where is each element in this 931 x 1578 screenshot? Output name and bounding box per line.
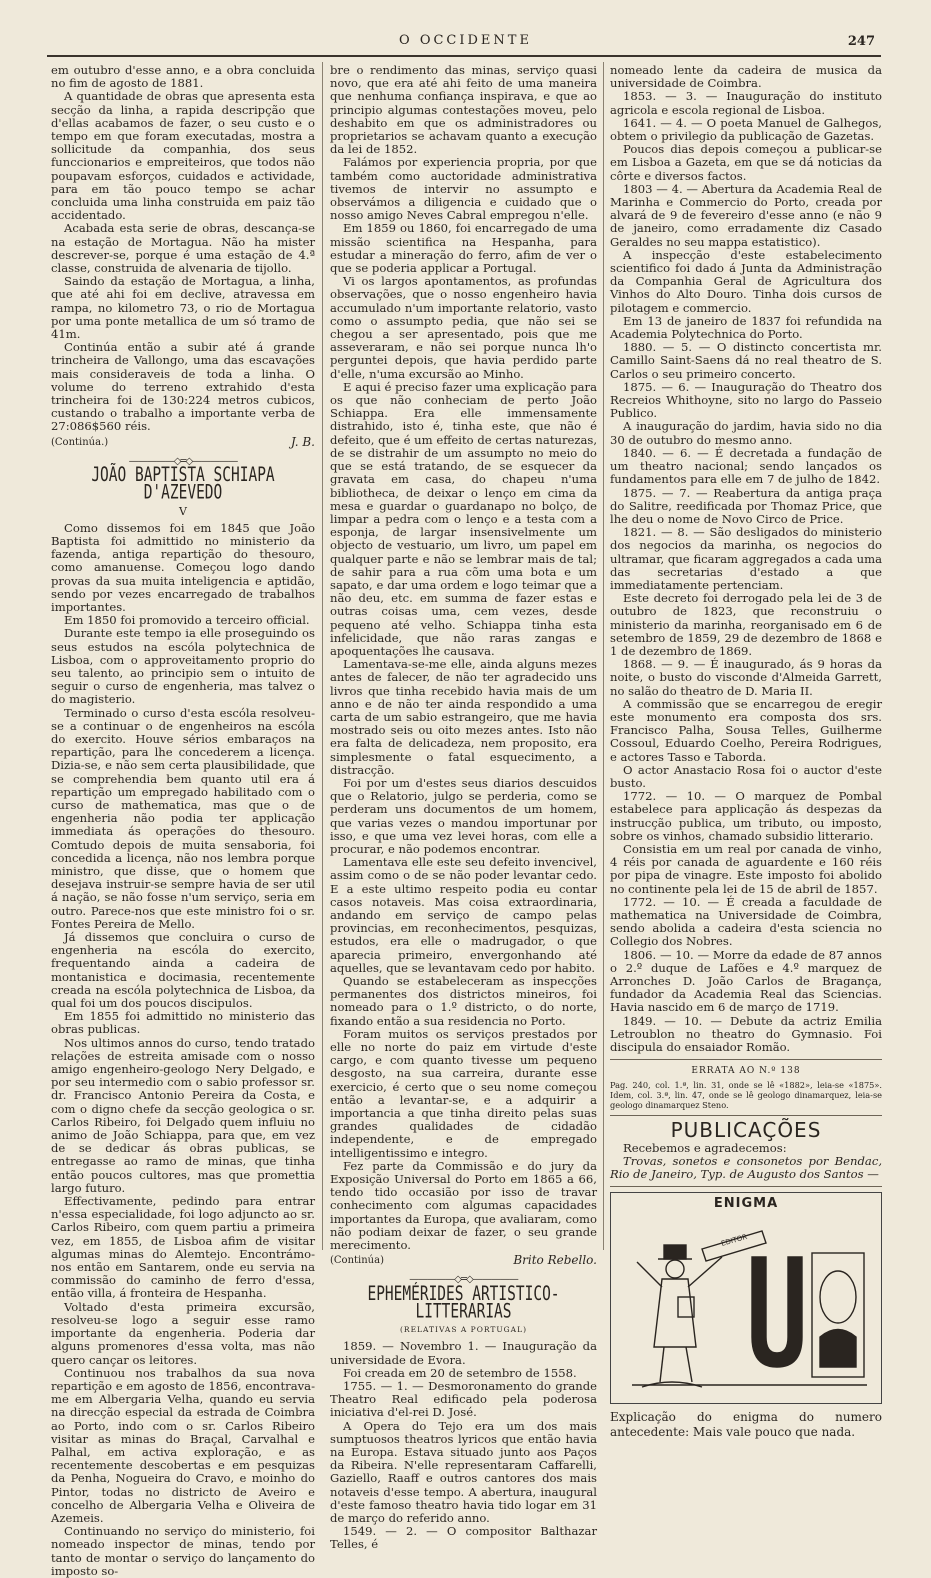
article-signature <box>330 1254 597 1267</box>
paragraph: E aqui é preciso fazer uma explicação para os que não conheciam de perto João Schiappa. Era elle immensamente distrahido, isto é, tinha este, que não é defeito, que é um effeito de certas naturezas, de se distrahir de um assumpto no meio do que se está tratando, de se esquecer da gravata em casa, do chapeu n'uma bibliotheca, de deixar o lenço em cima da mesa e guardar o guardanapo no bolço, de limpar a pedra com o lenço e a testa com a esponja, de largar insensivelmente um objecto de vestuario, um livro, um papel em qualquer parte e não se lembrar mais de tal; de sahir para a rua cõm uma bota e um sapato, e dar uma ordem e logo teimar que a não deu, etc. em summa de fazer estas e outras coisas uma, cem vezes, desde pequeno até velho. Schiappa tinha esta infelicidade, que não raras zangas e apoquentações lhe causava. <box>330 379 597 658</box>
paragraph: Consistia em um real por canada de vinho, 4 réis por canada de aguardente e 160 réis por pipa de vinagre. Este imposto foi abolido no continente pela lei de 15 de abril de 1857. <box>610 841 882 896</box>
paragraph: Vi os largos apontamentos, as profundas observações, que o nosso engenheiro havia accumulado n'um importante relatorio, vasto como o assumpto pedia, que não sei se chegou a ser apresentado, pois que me asseveraram, e não sei porque nunca lh'o perguntei depois, que havia perdido parte d'elle, n'uma excursão ao Minho. <box>330 274 597 381</box>
paragraph: 1859. — Novembro 1. — Inauguração da universidade de Evora. <box>330 1339 597 1367</box>
column-1 <box>51 63 315 1578</box>
errata-title: ERRATA AO N.º 138 <box>691 1066 801 1077</box>
paragraph: Foi creada em 20 de setembro de 1558. <box>343 1365 577 1380</box>
paragraph: Quando se estabeleceram as inspecções permanentes dos districtos mineiros, foi nomeado para o 1.º districto, o do norte, fixando então a sua residencia no Porto. <box>330 974 597 1028</box>
paragraph: Este decreto foi derrogado pela lei de 3 de outubro de 1823, que reconstruiu o ministerio da marinha, reorganisado em 6 de setembro de 1859, 29 de dezembro de 1868 e 1 de dezembro de 1869. <box>610 591 882 658</box>
paragraph: Terminado o curso d'esta escóla resolveu-se a continuar o de engenheiros na escóla do exercito. Houve sérios embaraços na repartição, para lhe concederem a licença. Dizia-se, e não sem certa plausibilidade, que se comprehendia bem quanto util era á repartição um empregado habilitado com o curso de mathematica, mas que o de engenheria não podia ter applicação immediata ás operações do thesouro. Comtudo depois de muita sensaboria, foi concedida a licença, não nos lembra porque ministro, que disse, que o homem que desejava instruir-se sempre havia de ser util á nação, se não fosse n'um serviço, seria em outro. Parece-nos que este ministro foi o sr. Fontes Pereira de Mello. <box>51 705 315 931</box>
paragraph: Em 1850 foi promovido a terceiro official. <box>64 613 310 628</box>
ornament-divider: —————◇═◇————— <box>409 1274 518 1286</box>
section-title: EPHEMÉRIDES ARTISTICO-LITTERARIAS <box>367 1283 560 1323</box>
paragraph: A commissão que se encarregou de eregir este monumento era composta dos srs. Francisco Palha, Sousa Telles, Guilherme Cossoul, Eduardo Coelho, Pereira Rodrigues, e actores Tasso e Taborda. <box>610 696 882 764</box>
paragraph: 1755. — 1. — Desmoronamento do grande Theatro Real edificado pela poderosa iniciativa d'el-rei D. José. <box>330 1378 597 1420</box>
paragraph: Continúa então a subir até á grande trincheira de Vallongo, uma das escavações mais consideraveis de toda a linha. O volume do terreno extrahido d'esta trincheira foi de 130:224 metros cubicos, custando o trabalho a importante verba de 27:086$560 réis. <box>51 340 315 434</box>
paragraph: 1772. — 10. — O marquez de Pombal estabelece para applicação ás despezas da instrucção publica, um tributo, ou imposto, sobre os vinhos, chamado subsidio litterario. <box>610 789 882 843</box>
paragraph: Lamentava-se-me elle, ainda alguns mezes antes de falecer, de não ter agradecido uns livros que tinha recebido havia mais de um anno e de não ter ainda respondido a uma carta de um sabio estrangeiro, que me havia mostrado seis ou oito mezes antes. Isto não era falta de delicadeza, nem proposito, era simplesmente o fatal esquecimento, a distracção. <box>330 657 597 777</box>
paragraph: 1641. — 4. — O poeta Manuel de Galhegos, obtem o privilegio da publicação de Gazetas. <box>610 115 882 144</box>
article-signature <box>51 436 315 449</box>
publications-entry: Trovas, sonetos e consonetos por Bendac, Rio de Janeiro, Typ. de Augusto dos Santos — <box>610 1153 882 1182</box>
paragraph: Em 1859 ou 1860, foi encarregado de uma missão scientifica na Hespanha, para estudar a mineração do ferro, afim de ver o que se poderia applicar a Portugal. <box>330 221 597 276</box>
paragraph: 1875. — 6. — Inauguração do Theatro dos Recreios Whithoyne, sito no largo do Passeio Publico. <box>610 379 882 421</box>
divider <box>610 1115 882 1116</box>
paragraph: A Opera do Tejo era um dos mais sumptuosos theatros lyricos que então havia na Europa. Estava situado junto aos Paços da Ribeira. N'elle representaram Caffarelli, Gaziello, Raaff e outros cantores dos mais notaveis d'esse tempo. A abertura, inaugural d'este famoso theatro havia tido logar em 31 de março do referido anno. <box>330 1418 597 1525</box>
paragraph: Foram muitos os serviços prestados por elle no norte do paiz em virtude d'este cargo, e com quanto tivesse um pequeno desgosto, na sua carreira, durante esse exercicio, é certo que o seu nome começou então a levantar-se, e a adquirir a importancia a que tinha direito pelas suas grandes qualidades de cidadão independente, e de empregado intelligentissimo e integro. <box>330 1026 597 1160</box>
paragraph: Saindo da estação de Mortagua, a linha, que até ahi foi em declive, atravessa em rampa, no kilometro 73, o rio de Mortagua por uma ponte metallica de um só tramo de 41m. <box>51 274 315 342</box>
enigma-badge-label: EDITOR <box>720 1233 749 1249</box>
paragraph: A inauguração do jardim, havia sido no dia 30 de outubro do mesmo anno. <box>610 419 882 447</box>
paragraph: 1853. — 3. — Inauguração do instituto agricola e escola regional de Lisboa. <box>610 89 882 117</box>
section-subtitle: (RELATIVAS A PORTUGAL) <box>400 1325 527 1335</box>
column-rule-1 <box>322 62 323 1250</box>
column-2 <box>330 63 597 1552</box>
paragraph: Em 13 de janeiro de 1837 foi refundida na Academia Polytechnica do Porto. <box>610 313 882 342</box>
paragraph: Continuou nos trabalhos da sua nova repartição e em agosto de 1856, encontrava-me em Albergaria Velha, quando eu servia na direcção especial da estrada de Coimbra ao Porto, indo com o sr. Carlos Ribeiro visitar as minas do Braçal, Carvalhal e Palhal, em activa exploração, e as recentemente descobertas e em pesquizas da Penha, Nogueira do Cravo, e moinho do Pintor, todas no districto de Aveiro e concelho de Albergaria Velha e Oliveira de Azemeis. <box>51 1365 315 1525</box>
chapter-number: V <box>179 504 187 518</box>
paragraph: Nos ultimos annos do curso, tendo tratado relações de estreita amisade com o nosso amigo engenheiro-geologo Nery Delgado, e por seu intermedio com o sabio professor sr. dr. Francisco Antonio Pereira da Costa, e com o digno chefe da secção geologica o sr. Carlos Ribeiro, foi Delgado quem influiu no animo de João Schiappa, para que, em vez de se dedicar ás obras publicas, se entregasse ao ramo de minas, que tinha então poucos cultores, mas que promettia largo futuro. <box>51 1035 315 1195</box>
paragraph: Lamentava elle este seu defeito invencivel, assim como o de se não poder levantar cedo. E a este ultimo respeito podia eu contar casos notaveis. Mas coisa extraordinaria, andando em serviço de campo pelas provincias, em reconhecimentos, pesquizas, estudos, era elle o madrugador, o que aparecia primeiro, envergonhando até aquelles, que se levantavam cedo por habito. <box>330 855 597 975</box>
paragraph: Continuando no serviço do ministerio, foi nomeado inspector de minas, tendo por tanto de montar o serviço do lançamento do imposto so- <box>51 1524 315 1578</box>
continua-note: (Continúa) <box>330 1255 384 1267</box>
paragraph: Effectivamente, pedindo para entrar n'essa especialidade, foi logo adjuncto ao sr. Carlos Ribeiro, com quem partiu a primeira vez, em 1855, de Lisboa afim de visitar algumas minas do Alemtejo. Encontrámo-nos então em Santarem, onde eu servia na commissão do caminho de ferro d'essa, então villa, á fronteira de Hespanha. <box>51 1194 315 1301</box>
paragraph: nomeado lente da cadeira de musica da universidade de Coimbra. <box>610 63 882 91</box>
article-title: JOÃO BAPTISTA SCHIAPA D'AZEVEDO <box>91 464 275 505</box>
enigma-answer: Explicação do enigma do numero antecedente: Mais vale pouco que nada. <box>610 1410 882 1440</box>
paragraph: Falámos por experiencia propria, por que também como auctoridade administrativa tivemos de intervir no assumpto e observámos a diligencia e cuidado que o nosso amigo Neves Cabral empregou n'elle. <box>330 155 597 223</box>
paragraph: Voltado d'esta primeira excursão, resolveu-se logo a seguir esse ramo importante da engenheria. Poderia dar alguns promenores d'essa volta, mas não quero cançar os leitores. <box>51 1299 315 1367</box>
enigma-drawing <box>612 1217 882 1397</box>
paragraph: 1840. — 6. — É decretada a fundação de um theatro nacional; sendo lançados os fundamentos para elle em 7 de julho de 1842. <box>610 445 882 487</box>
paragraph: Foi por um d'estes seus diarios descuidos que o Relatorio, julgo se perderia, como se perderam uns documentos de um homem, que varias vezes o mandou importunar por isso, e que uma vez levei horas, com elle a procurar, e não podemos encontrar. <box>330 775 597 856</box>
paragraph: 1849. — 10. — Debute da actriz Emilia Letroublon no theatro do Gymnasio. Foi discipula do ensaiador Romão. <box>610 1013 882 1055</box>
errata-text: Pag. 240, col. 1.ª, lin. 31, onde se lê «1882», leia-se «1875». Idem, col. 3.ª, lin. 47, onde se lê geologo dinamarquez, leia-se geologo dinamarquez Steno. <box>610 1080 882 1111</box>
paragraph: 1803 — 4. — Abertura da Academia Real de Marinha e Commercio do Porto, creada por alvará de 9 de fevereiro d'esse anno (e não 9 de janeiro, como erradamente diz Casado Geraldes no seu mappa estatistico). <box>610 181 882 249</box>
paragraph: Como dissemos foi em 1845 que João Baptista foi admittido no ministerio da fazenda, antiga repartição do thesouro, como amanuense. Começou logo dando provas da sua muita inteligencia e aptidão, sendo por vezes encarregado de trabalhos importantes. <box>51 520 315 614</box>
paragraph: Em 1855 foi admittido no ministerio das obras publicas. <box>51 1009 315 1037</box>
paragraph: 1868. — 9. — É inaugurado, ás 9 horas da noite, o busto do visconde d'Almeida Garrett, no salão do theatro de D. Maria II. <box>610 657 882 698</box>
page-header-title: O OCCIDENTE <box>399 33 532 48</box>
page-number: 247 <box>847 34 875 49</box>
paragraph: em outubro d'esse anno, e a obra concluida no fim de agosto de 1881. <box>51 63 315 91</box>
header-rule <box>47 55 881 57</box>
paragraph: Fez parte da Commissão e do jury da Exposição Universal do Porto em 1865 a 66, tendo tido occasião por isso de travar conhecimento com algumas capacidades importantes da Europa, que avaliaram, como não podiam deixar de fazer, o seu grande merecimento. <box>330 1158 597 1253</box>
ornament-divider: —————◇═◇————— <box>128 455 238 467</box>
paragraph: O actor Anastacio Rosa foi o auctor d'este busto. <box>610 762 882 790</box>
paragraph: A inspecção d'este estabelecimento scientifico foi dado á Junta da Administração da Companhia Geral de Agricultura dos Vinhos do Alto Douro. Tinha dois cursos de pilotagem e commercio. <box>610 247 882 315</box>
paragraph: Durante este tempo ia elle proseguindo os seus estudos na escóla polytechnica de Lisboa, com o approveitamento proprio do seu talento, ao principio sem o intuito de seguir o curso de engenheria, mas talvez o do magisterio. <box>51 626 315 707</box>
author-name: Brito Rebello. <box>513 1253 597 1268</box>
divider <box>610 1059 882 1060</box>
column-3 <box>610 63 882 1440</box>
paragraph: 1875. — 7. — Reabertura da antiga praça do Salitre, reedificada por Thomaz Price, que lhe deu o nome de Novo Circo de Price. <box>610 485 882 526</box>
column-rule-2 <box>603 62 604 1250</box>
enigma-title: ENIGMA <box>713 1196 779 1212</box>
paragraph: Poucos dias depois começou a publicar-se em Lisboa a Gazeta, em que se dá noticias da côrte e diversos factos. <box>610 142 882 183</box>
enigma-illustration <box>610 1192 882 1404</box>
paragraph: 1806. — 10. — Morre da edade de 87 annos o 2.º duque de Lafões e 4.º marquez de Arronches D. João Carlos de Bragança, fundador da Academia Real das Sciencias. Havia nascido em 6 de março de 1719. <box>610 947 882 1015</box>
paragraph: bre o rendimento das minas, serviço quasi novo, que era até ahi feito de uma maneira que nenhuma confiança inspirava, e que ao principio algumas contestações moveu, pelo deshabito em que os administradores ou proprietarios se achavam quanto a execução da lei de 1852. <box>330 63 597 157</box>
publications-title: PUBLICAÇÕES <box>670 1118 822 1143</box>
paragraph: 1821. — 8. — São desligados do ministerio dos negocios da marinha, os negocios do ultramar, que ficaram aggregados a cada uma das secretarias d'estado a que immediatamente pertenciam. <box>610 525 882 592</box>
divider <box>610 1186 882 1187</box>
publications-intro: Recebemos e agradecemos: <box>623 1140 787 1155</box>
continua-note: (Continúa.) <box>51 436 109 448</box>
author-initials: J. B. <box>290 434 315 449</box>
paragraph: A quantidade de obras que apresenta esta secção da linha, a rapida descripção que d'ellas acabamos de fazer, o seu custo e o tempo em que foram executadas, mostra a sollicitude da companhia, dos seus funccionarios e empreiteiros, que todos não poupavam esforços, cuidados e actividade, para em tão pouco tempo se achar concluida uma linha construida em paiz tão accidentado. <box>51 89 315 223</box>
paragraph: Acabada esta serie de obras, descança-se na estação de Mortagua. Não ha mister descrever-se, porque é uma estação de 4.ª classe, construida de alvenaria de tijollo. <box>51 221 315 276</box>
paragraph: 1880. — 5. — O distincto concertista mr. Camillo Saint-Saens dá no real theatro de S. Carlos o seu primeiro concerto. <box>610 340 882 381</box>
paragraph: 1772. — 10. — É creada a faculdade de mathematica na Universidade de Coimbra, sendo abolida a cadeira d'esta sciencia no Collegio dos Nobres. <box>610 894 882 949</box>
paragraph: 1549. — 2. — O compositor Balthazar Telles, é <box>330 1524 597 1552</box>
paragraph: Já dissemos que concluira o curso de engenheria na escóla do exercito, frequentando ainda a cadeira de montanistica e docimasia, recentemente creada na escóla polytechnica de Lisboa, da qual foi um dos poucos discipulos. <box>51 930 315 1011</box>
